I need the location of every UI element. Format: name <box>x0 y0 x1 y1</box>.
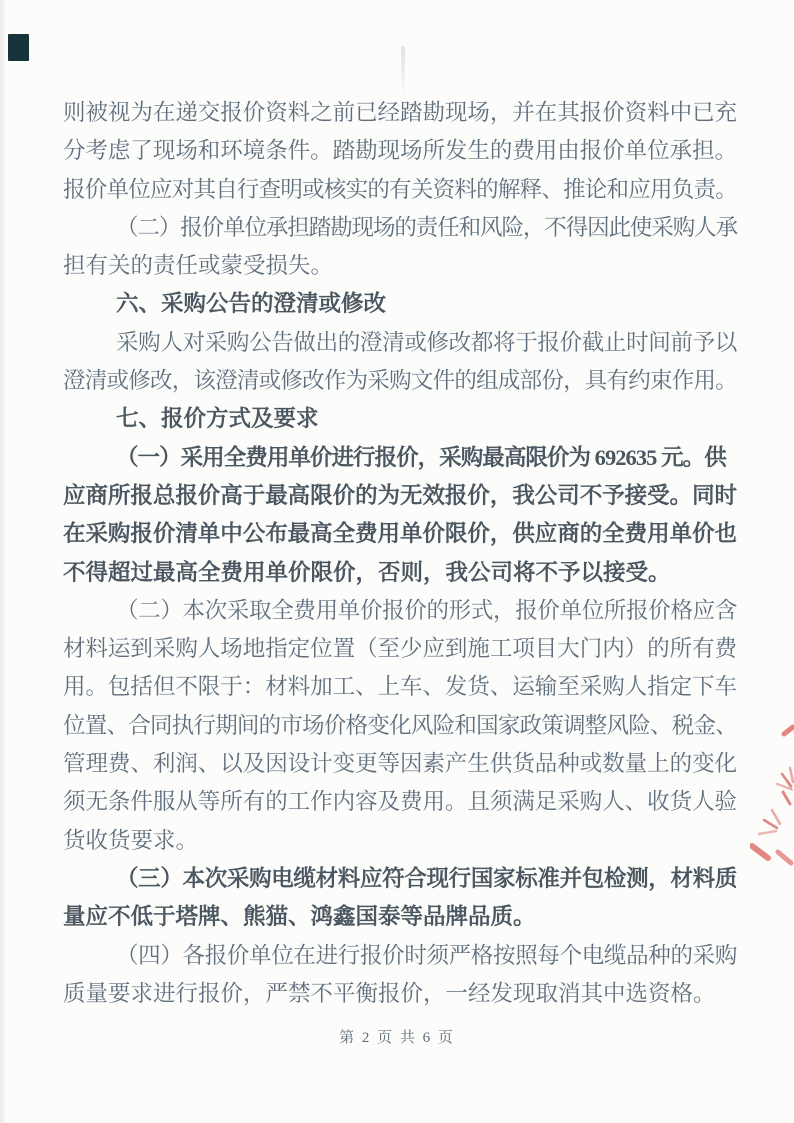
text-line: 应商所报总报价高于最高限价的为无效报价，我公司不予接受。同时 <box>63 482 738 508</box>
text-line: 六、采购公告的澄清或修改 <box>116 291 387 317</box>
text-line: 管理费、利润、以及因设计变更等因素产生供货品种或数量上的变化 <box>63 751 738 777</box>
scan-smudge <box>401 46 405 96</box>
text-line: （二）报价单位承担踏勘现场的责任和风险，不得因此使采购人承 <box>116 214 738 240</box>
corner-scan-mark <box>8 34 29 61</box>
text-line: 澄清或修改，该澄清或修改作为采购文件的组成部份，具有约束作用。 <box>63 368 738 394</box>
page-number: 第 2 页 共 6 页 <box>339 1030 455 1046</box>
text-line: 则被视为在递交报价资料之前已经踏勘现场，并在其报价资料中已充 <box>63 100 738 125</box>
text-line: （一）采用全费用单价进行报价，采购最高限价为 692635 元。供 <box>116 444 726 470</box>
text-line: 须无条件服从等所有的工作内容及费用。且须满足采购人、收货人验 <box>63 789 738 815</box>
text-line: （二）本次采取全费用单价报价的形式，报价单位所报价格应含 <box>116 597 738 623</box>
text-line: 采购人对采购公告做出的澄清或修改都将于报价截止时间前予以 <box>116 329 738 355</box>
text-line: 报价单位应对其自行查明或核实的有关资料的解释、推论和应用负责。 <box>63 176 738 202</box>
text-line: （三）本次采购电缆材料应符合现行国家标准并包检测，材料质 <box>116 865 738 891</box>
text-line: 担有关的责任或蒙受损失。 <box>63 253 334 279</box>
text-line: 在采购报价清单中公布最高全费用单价限价，供应商的全费用单价也 <box>63 521 738 547</box>
text-line: 分考虑了现场和环境条件。踏勘现场所发生的费用由报价单位承担。 <box>63 138 738 164</box>
red-seal-fragment-icon <box>750 722 794 872</box>
text-line: （四）各报价单位在进行报价时须严格按照每个电缆品种的采购 <box>116 942 738 968</box>
document-body <box>63 94 737 1013</box>
text-line: 材料运到采购人场地指定位置（至少应到施工项目大门内）的所有费 <box>63 636 738 662</box>
text-line: 位置、合同执行期间的市场价格变化风险和国家政策调整风险、税金、 <box>63 712 738 738</box>
text-line: 质量要求进行报价，严禁不平衡报价，一经发现取消其中选资格。 <box>63 980 716 1006</box>
scan-edge-artifact <box>0 0 7 1123</box>
text-line: 七、报价方式及要求 <box>116 406 319 432</box>
text-line: 不得超过最高全费用单价限价，否则，我公司将不予以接受。 <box>63 559 671 585</box>
text-line: 量应不低于塔牌、熊猫、鸿鑫国泰等品牌品质。 <box>63 904 536 930</box>
text-line: 货收货要求。 <box>63 827 199 853</box>
text-line: 用。包括但不限于：材料加工、上车、发货、运输至采购人指定下车 <box>63 674 738 700</box>
